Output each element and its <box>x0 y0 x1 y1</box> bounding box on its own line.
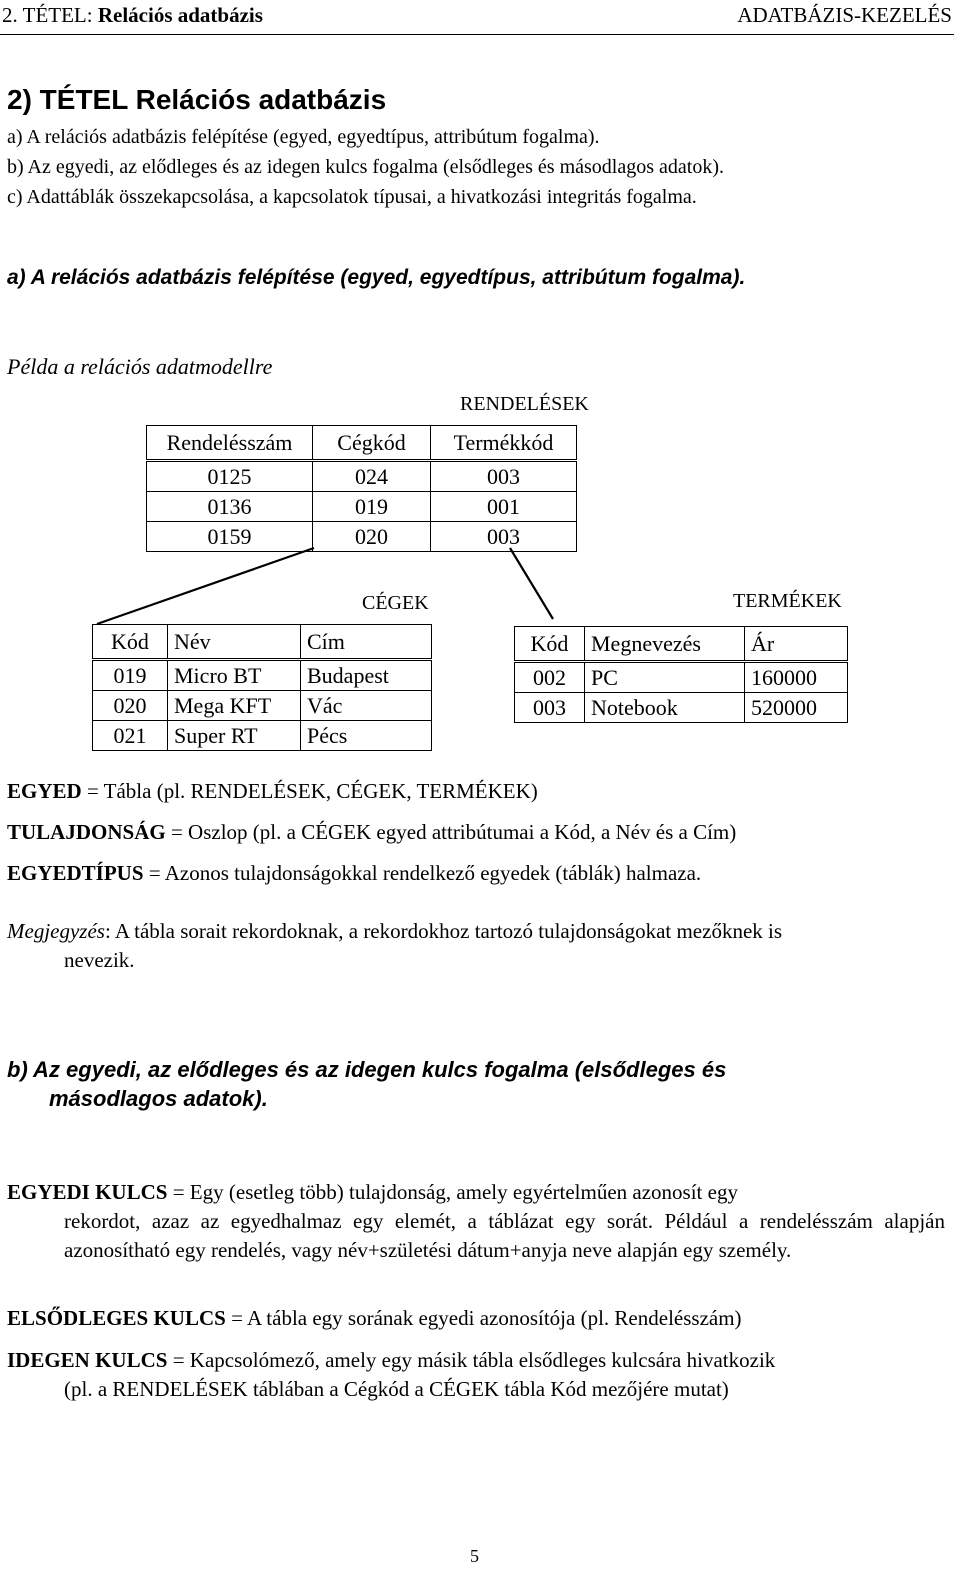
termekek-caption: TERMÉKEK <box>733 590 842 612</box>
cegek-table <box>92 624 432 751</box>
table-cell: Budapest <box>301 660 432 691</box>
table-cell: 001 <box>431 492 577 522</box>
table-cell: 020 <box>93 691 168 721</box>
table-cell: 520000 <box>745 693 848 723</box>
table-cell: 0159 <box>147 522 313 552</box>
table-cell: Pécs <box>301 721 432 751</box>
section-a-heading: a) A relációs adatbázis felépítése (egyed, egyedtípus, attribútum fogalma). <box>7 266 746 289</box>
toc-item-c: c) Adattáblák összekapcsolása, a kapcsolatok típusai, a hivatkozási integritás fogalma. <box>7 186 697 208</box>
cegek-caption: CÉGEK <box>362 592 429 614</box>
table-cell: Mega KFT <box>168 691 301 721</box>
col-header: Kód <box>515 627 585 662</box>
table-cell: Micro BT <box>168 660 301 691</box>
page-number: 5 <box>470 1546 479 1566</box>
table-cell: 024 <box>313 461 431 492</box>
termekek-table <box>514 626 848 723</box>
example-title: Példa a relációs adatmodellre <box>7 354 273 379</box>
def-egyedtipus: EGYEDTÍPUS = Azonos tulajdonságokkal rendelkező egyedek (táblák) halmaza. <box>7 861 702 885</box>
table-cell: Notebook <box>585 693 745 723</box>
note-paragraph: Megjegyzés: A tábla sorait rekordoknak, a rekordokhoz tartozó tulajdonságokat mezőknek is nevezik. <box>7 919 783 972</box>
section-b-heading: b) Az egyedi, az elődleges és az idegen kulcs fogalma (elsődleges és másodlagos adatok). <box>7 1057 727 1111</box>
note-title: Megjegyzés <box>7 919 105 943</box>
def-egyed: EGYED = Tábla (pl. RENDELÉSEK, CÉGEK, TERMÉKEK) <box>7 779 538 803</box>
table-cell: Super RT <box>168 721 301 751</box>
elsodleges-kulcs-paragraph: ELSŐDLEGES KULCS = A tábla egy sorának egyedi azonosítója (pl. Rendelésszám) <box>7 1306 742 1330</box>
header-left: 2. TÉTEL: Relációs adatbázis <box>2 3 263 27</box>
col-header: Cégkód <box>313 426 431 461</box>
col-header: Cím <box>301 625 432 660</box>
relation-line-cegkod <box>97 548 314 624</box>
col-header: Rendelésszám <box>147 426 313 461</box>
def-tulajdonsag: TULAJDONSÁG = Oszlop (pl. a CÉGEK egyed attribútumai a Kód, a Név és a Cím) <box>7 820 737 844</box>
col-header: Kód <box>93 625 168 660</box>
table-cell: 020 <box>313 522 431 552</box>
rendelesek-caption: RENDELÉSEK <box>460 393 589 415</box>
table-cell: Vác <box>301 691 432 721</box>
table-row <box>93 660 432 691</box>
egyedi-kulcs-paragraph: EGYEDI KULCS = Egy (esetleg több) tulajdonság, amely egyértelműen azonosít egy rekordot, azaz az egyedhalmaz egy elemét, a táblázat egy sorát. Például a rendelésszám alapján azonosítható egy rendelés, vagy név+születési dátum+anyja neve alapján egy személy. <box>7 1180 945 1262</box>
table-cell: 019 <box>93 660 168 691</box>
table-cell: 0136 <box>147 492 313 522</box>
table-cell: 0125 <box>147 461 313 492</box>
toc-item-a: a) A relációs adatbázis felépítése (egyed, egyedtípus, attribútum fogalma). <box>7 126 600 148</box>
table-cell: 003 <box>515 693 585 723</box>
table-cell: 003 <box>431 461 577 492</box>
idegen-kulcs-paragraph: IDEGEN KULCS = Kapcsolómező, amely egy másik tábla elsődleges kulcsára hivatkozik (pl. a RENDELÉSEK táblában a Cégkód a CÉGEK tábla Kód mezőjére mutat) <box>7 1348 776 1401</box>
header-right: ADATBÁZIS-KEZELÉS <box>737 3 952 27</box>
col-header: Megnevezés <box>585 627 745 662</box>
table-row <box>93 721 432 751</box>
table-row <box>515 693 848 723</box>
table-row <box>515 662 848 693</box>
table-row <box>93 691 432 721</box>
table-cell: 021 <box>93 721 168 751</box>
table-cell: 002 <box>515 662 585 693</box>
col-header: Ár <box>745 627 848 662</box>
toc-item-b: b) Az egyedi, az elődleges és az idegen kulcs fogalma (elsődleges és másodlagos adatok). <box>7 156 724 178</box>
col-header: Termékkód <box>431 426 577 461</box>
page-title: 2) TÉTEL Relációs adatbázis <box>7 84 387 115</box>
table-cell: 160000 <box>745 662 848 693</box>
header-title: Relációs adatbázis <box>97 3 263 27</box>
col-header: Név <box>168 625 301 660</box>
relation-line-termekkod <box>510 548 553 619</box>
table-cell: 019 <box>313 492 431 522</box>
table-cell: 003 <box>431 522 577 552</box>
table-cell: PC <box>585 662 745 693</box>
